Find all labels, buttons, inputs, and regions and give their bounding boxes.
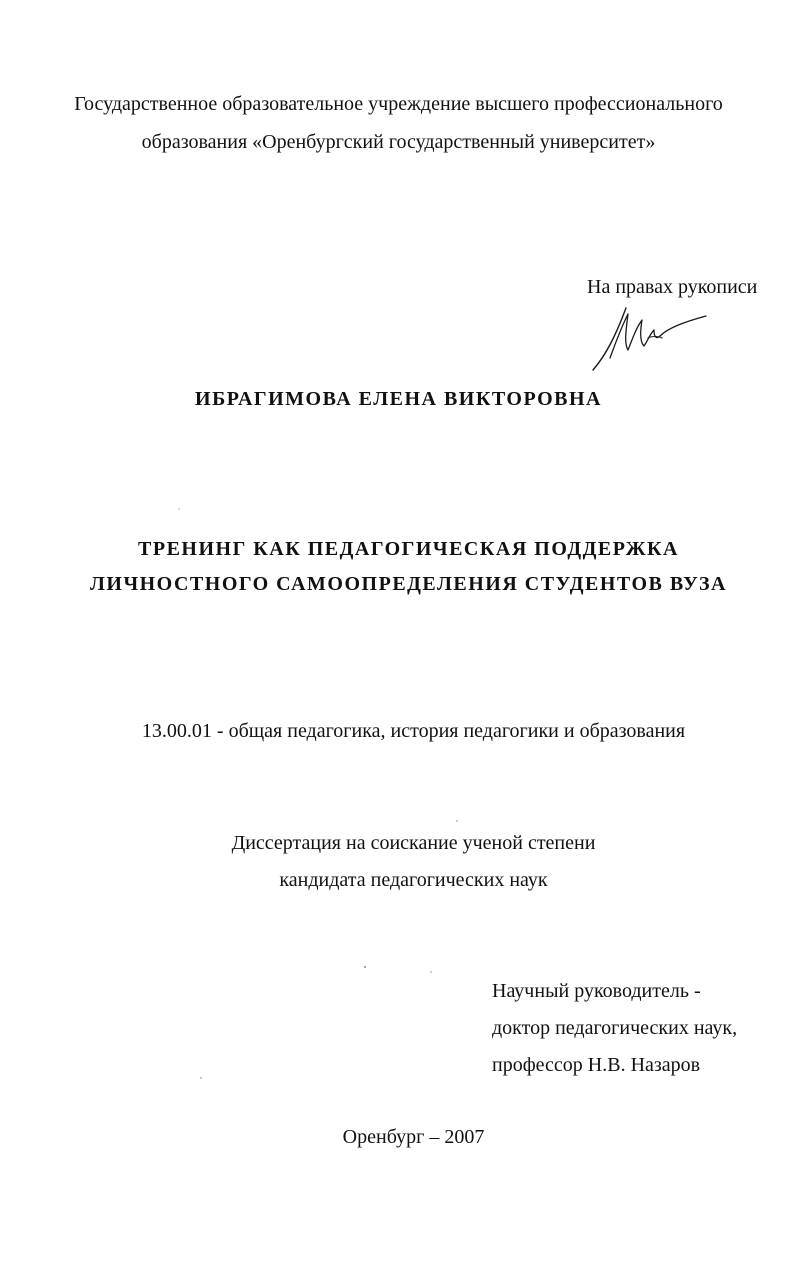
degree-line-1: Диссертация на соискание ученой степени bbox=[231, 832, 596, 854]
scan-speck bbox=[364, 966, 366, 968]
supervisor-degree: доктор педагогических наук, bbox=[492, 1017, 738, 1039]
institution-line-1: Государственное образовательное учреждение высшего профессионального bbox=[74, 93, 723, 115]
scan-speck bbox=[430, 971, 432, 973]
handwritten-signature bbox=[588, 300, 713, 380]
institution-line-2: образования «Оренбургский государственный университет» bbox=[141, 131, 656, 153]
degree-line-2: кандидата педагогических наук bbox=[279, 869, 548, 891]
place-and-year: Оренбург – 2007 bbox=[342, 1126, 485, 1148]
scan-speck bbox=[200, 1077, 202, 1079]
scan-speck bbox=[456, 820, 458, 822]
supervisor-name: профессор Н.В. Назаров bbox=[492, 1054, 701, 1076]
author-name: ИБРАГИМОВА ЕЛЕНА ВИКТОРОВНА bbox=[195, 388, 602, 410]
thesis-title-line-2: ЛИЧНОСТНОГО САМООПРЕДЕЛЕНИЯ СТУДЕНТОВ ВУЗА bbox=[89, 573, 727, 595]
supervisor-role: Научный руководитель - bbox=[492, 980, 701, 1002]
scan-speck bbox=[178, 508, 180, 510]
rights-note: На правах рукописи bbox=[587, 276, 758, 298]
specialty-code: 13.00.01 - общая педагогика, история педагогики и образования bbox=[141, 720, 686, 742]
thesis-title-line-1: ТРЕНИНГ КАК ПЕДАГОГИЧЕСКАЯ ПОДДЕРЖКА bbox=[138, 538, 679, 560]
